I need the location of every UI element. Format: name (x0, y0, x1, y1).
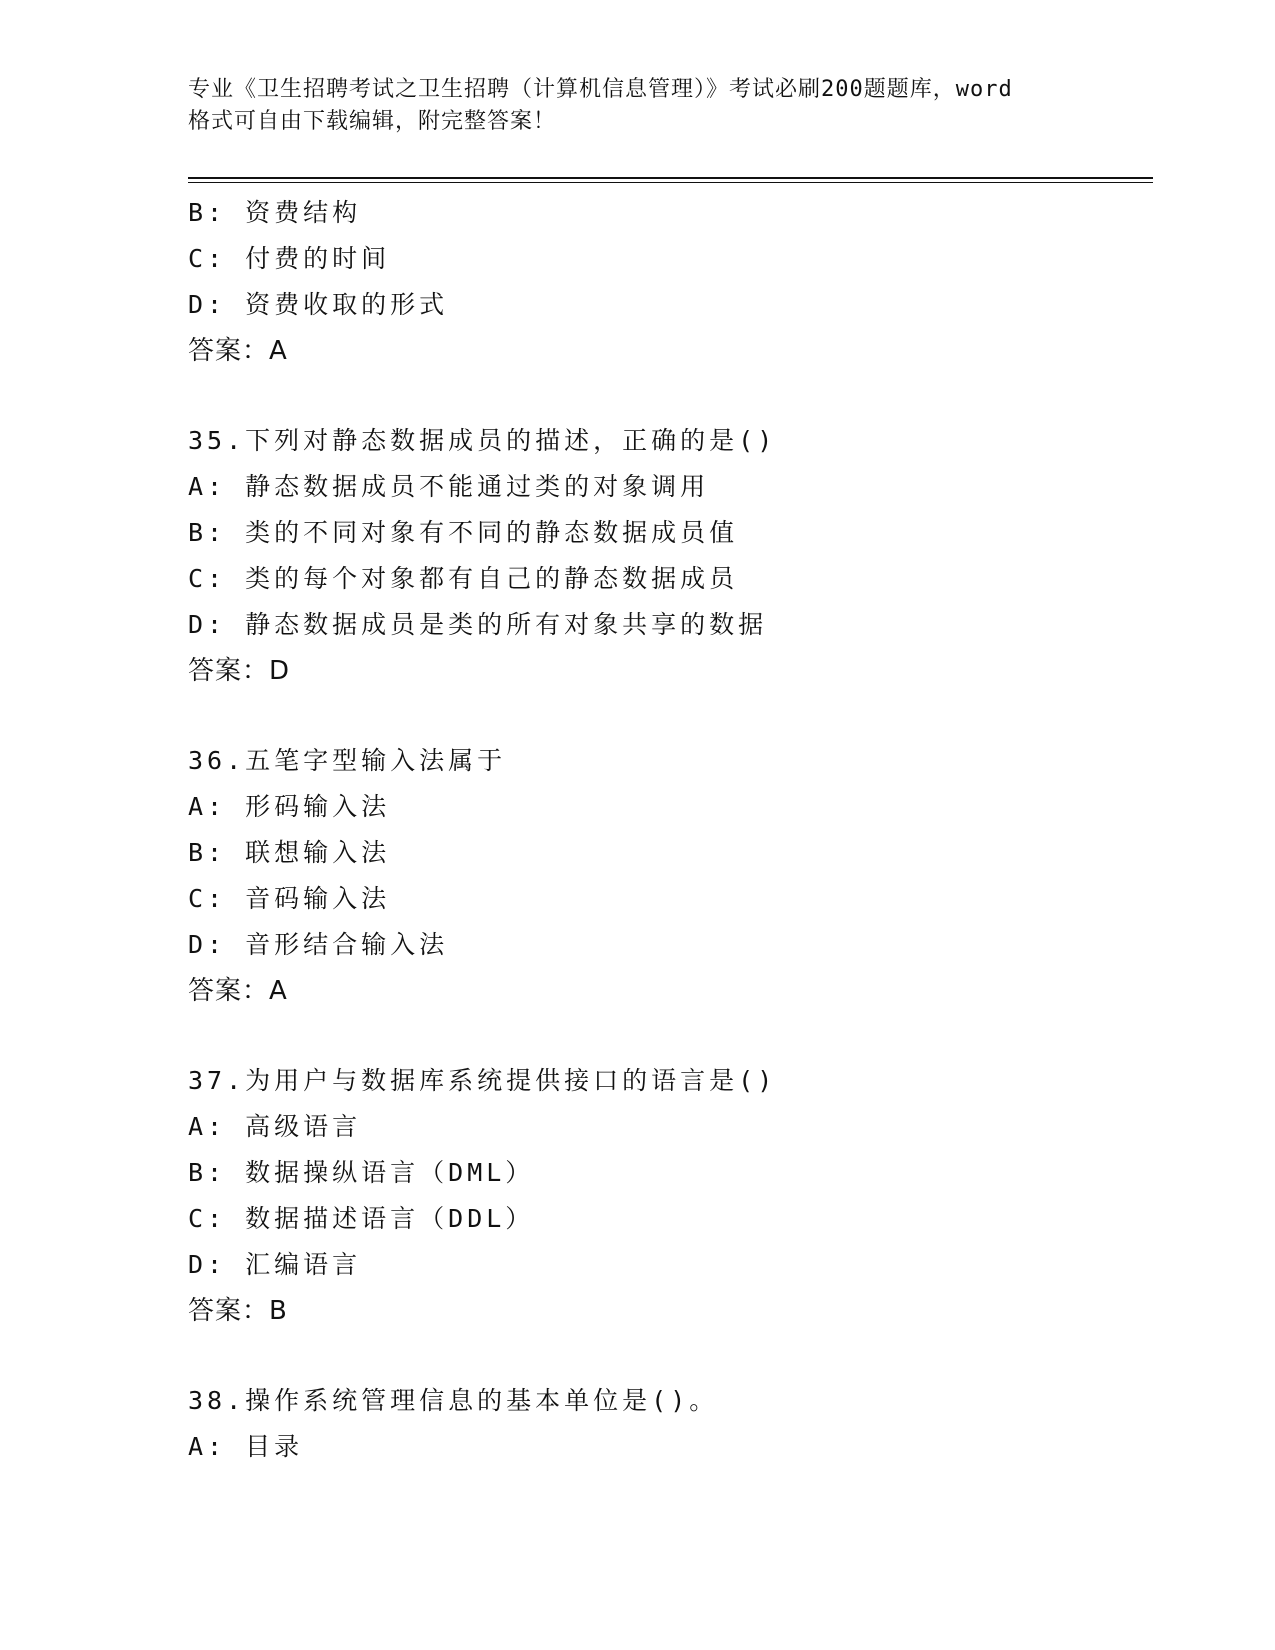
block-spacer (188, 694, 1148, 738)
question-block-36 (188, 738, 1148, 1014)
question-list (188, 190, 1148, 1470)
option-d: D: 汇编语言 (188, 1250, 362, 1279)
option-a: A: 静态数据成员不能通过类的对象调用 (188, 472, 710, 501)
question-block-38 (188, 1378, 1148, 1470)
block-spacer (188, 374, 1148, 418)
question-block-37 (188, 1058, 1148, 1334)
option-a: A: 高级语言 (188, 1112, 362, 1141)
option-b: B: 资费结构 (188, 198, 362, 227)
block-spacer (188, 1014, 1148, 1058)
option-d: D: 静态数据成员是类的所有对象共享的数据 (188, 610, 768, 639)
question-block-partial (188, 190, 1148, 374)
option-c: C: 付费的时间 (188, 244, 391, 273)
question-text: 38.操作系统管理信息的基本单位是()。 (188, 1386, 719, 1415)
option-c: C: 数据描述语言（DDL） (188, 1204, 535, 1233)
option-d: D: 资费收取的形式 (188, 290, 449, 319)
header-line-1: 专业《卫生招聘考试之卫生招聘（计算机信息管理）》考试必刷200题题库，word (188, 77, 1013, 102)
question-text: 37.为用户与数据库系统提供接口的语言是() (188, 1066, 777, 1095)
header-divider-thick (188, 177, 1153, 179)
option-b: B: 数据操纵语言（DML） (188, 1158, 535, 1187)
block-spacer (188, 1334, 1148, 1378)
option-c: C: 音码输入法 (188, 884, 391, 913)
answer-line: 答案：B (188, 1296, 288, 1326)
option-b: B: 类的不同对象有不同的静态数据成员值 (188, 518, 739, 547)
header-divider-thin (188, 182, 1153, 183)
header-line-2: 格式可自由下载编辑，附完整答案！ (188, 109, 557, 134)
question-text: 36.五笔字型输入法属于 (188, 746, 507, 775)
option-c: C: 类的每个对象都有自己的静态数据成员 (188, 564, 739, 593)
option-b: B: 联想输入法 (188, 838, 391, 867)
option-a: A: 形码输入法 (188, 792, 391, 821)
answer-line: 答案：D (188, 656, 291, 686)
option-d: D: 音形结合输入法 (188, 930, 449, 959)
answer-line: 答案：A (188, 976, 288, 1006)
option-a: A: 目录 (188, 1432, 304, 1461)
question-text: 35.下列对静态数据成员的描述，正确的是() (188, 426, 777, 455)
question-block-35 (188, 418, 1148, 694)
answer-line: 答案：A (188, 336, 288, 366)
document-header (188, 74, 1088, 138)
